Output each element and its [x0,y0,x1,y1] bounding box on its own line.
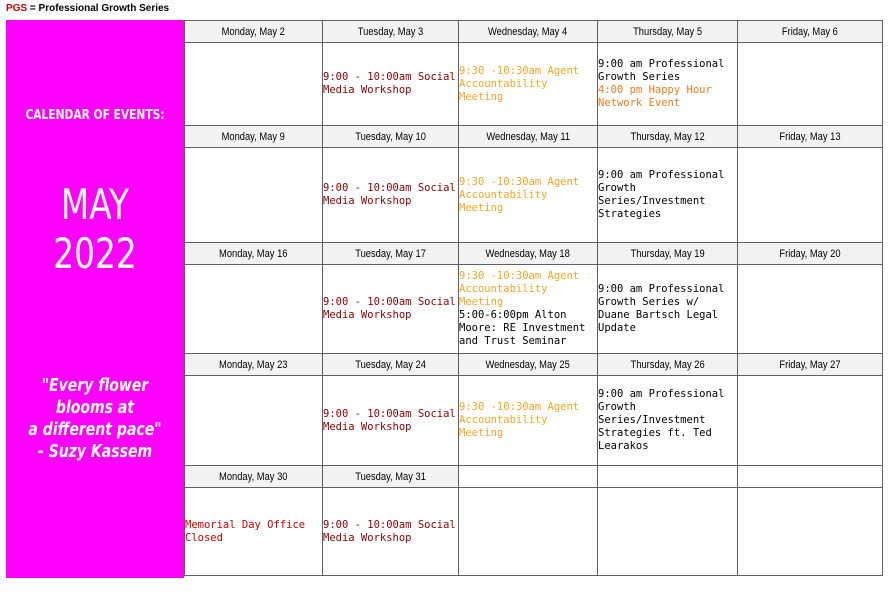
day-header: Friday, May 20 [738,243,883,265]
day-header: Monday, May 30 [185,466,323,488]
event-cell [598,265,738,354]
day-header [738,466,883,488]
day-header: Wednesday, May 4 [459,21,598,43]
quote-line: "Every flower blooms at [41,375,149,418]
event-social-media: 9:00 - 10:00am Social Media Workshop [323,182,456,207]
day-header: Thursday, May 5 [598,21,738,43]
day-header-row [185,21,883,43]
event-pgs: 9:00 am Professional Growth Series w/ Duane Bartsch Legal Update [598,283,725,334]
day-header-row [185,243,883,265]
day-header-row [185,126,883,148]
event-cell [323,265,459,354]
event-cell [185,265,323,354]
event-seminar: 5:00-6:00pm Alton Moore: RE Investment and Trust Seminar [459,309,586,347]
day-header: Tuesday, May 17 [323,243,459,265]
event-cell [738,148,883,243]
event-cell [459,148,598,243]
event-row [185,265,883,354]
calendar-grid [184,20,883,576]
quote-line: a different pace" [28,419,162,440]
event-row [185,488,883,576]
event-cell [598,148,738,243]
day-header: Tuesday, May 24 [323,354,459,376]
legend-definition: = Professional Growth Series [27,3,170,14]
event-agent-meeting: 9:30 -10:30am Agent Accountability Meeting [459,401,580,439]
day-header: Thursday, May 19 [598,243,738,265]
event-holiday: Memorial Day Office Closed [185,518,306,544]
event-agent-meeting: 9:30 -10:30am Agent Accountability Meeting [459,175,580,214]
event-social-media: 9:00 - 10:00am Social Media Workshop [323,407,456,433]
event-pgs: 9:00 am Professional Growth Series [598,58,725,83]
event-pgs: 9:00 am Professional Growth Series/Investment Strategies [598,169,725,220]
event-cell [459,265,598,354]
event-row [185,148,883,243]
event-row [185,43,883,126]
day-header: Tuesday, May 3 [323,21,459,43]
calendar-label: CALENDAR OF EVENTS: [25,108,165,123]
day-header [459,466,598,488]
event-cell [598,43,738,126]
day-header: Wednesday, May 18 [459,243,598,265]
day-header: Thursday, May 12 [598,126,738,148]
event-row [185,376,883,466]
event-cell [738,376,883,466]
day-header-row [185,466,883,488]
event-cell [598,488,738,576]
day-header: Wednesday, May 25 [459,354,598,376]
day-header: Monday, May 2 [185,21,323,43]
event-cell [323,43,459,126]
day-header: Monday, May 9 [185,126,323,148]
day-header [598,466,738,488]
event-cell [738,488,883,576]
event-cell [459,376,598,466]
event-cell [185,148,323,243]
event-cell [323,488,459,576]
event-cell [459,488,598,576]
event-cell [323,148,459,243]
day-header: Friday, May 13 [738,126,883,148]
event-cell [323,376,459,466]
event-cell [185,43,323,126]
event-agent-meeting: 9:30 -10:30am Agent Accountability Meeting [459,270,580,308]
day-header: Tuesday, May 10 [323,126,459,148]
event-agent-meeting: 9:30 -10:30am Agent Accountability Meeting [459,64,580,103]
day-header: Tuesday, May 31 [323,466,459,488]
day-header: Friday, May 27 [738,354,883,376]
event-cell [459,43,598,126]
event-cell [185,376,323,466]
day-header: Thursday, May 26 [598,354,738,376]
event-pgs: 9:00 am Professional Growth Series/Investment Strategies ft. Ted Learakos [598,388,725,452]
legend [6,3,169,14]
month-title: MAY 2022 [53,180,137,278]
day-header-row [185,354,883,376]
event-social-media: 9:00 - 10:00am Social Media Workshop [323,518,456,544]
event-cell [185,488,323,576]
day-header: Friday, May 6 [738,21,883,43]
event-social-media: 9:00 - 10:00am Social Media Workshop [323,71,456,96]
sidebar-banner [6,20,184,578]
quote [26,375,165,463]
event-cell [738,265,883,354]
event-cell [598,376,738,466]
quote-author: - Suzy Kassem [37,441,153,462]
day-header: Monday, May 23 [185,354,323,376]
day-header: Monday, May 16 [185,243,323,265]
event-cell [738,43,883,126]
event-social-media: 9:00 - 10:00am Social Media Workshop [323,296,456,321]
day-header: Wednesday, May 11 [459,126,598,148]
event-happy-hour: 4:00 pm Happy Hour Network Event [598,84,712,109]
legend-abbreviation: PGS [6,3,28,14]
